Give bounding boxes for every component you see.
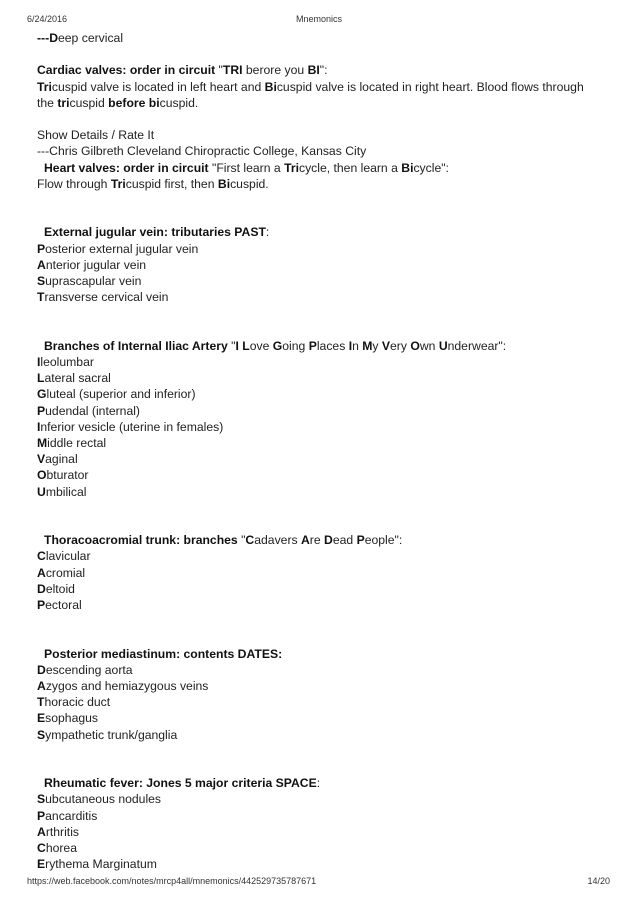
mnemonic-rest: ectoral <box>45 598 82 613</box>
title-mnemonic-letter: V <box>381 338 391 353</box>
title-text: nderwear": <box>447 338 507 353</box>
jugular-title-bold: External jugular vein: tributaries PAST <box>44 225 266 240</box>
mnemonic-letter: T <box>37 695 45 710</box>
thoraco-title-parts <box>238 533 403 547</box>
iliac-title-parts <box>228 339 506 353</box>
mnemonic-list-item <box>37 548 607 564</box>
mnemonic-list-item <box>37 791 607 807</box>
mnemonic-letter: V <box>37 452 46 467</box>
title-mnemonic-letter: I <box>235 338 239 353</box>
heart-title-t2: cycle, then learn a <box>298 160 402 175</box>
mnemonic-rest: zygos and hemiazygous veins <box>45 679 209 694</box>
mnemonic-rest: sophagus <box>45 711 98 726</box>
heart-line-b2: Bi <box>217 176 231 191</box>
heart-line-b1: Tri <box>110 176 126 191</box>
mnemonic-list-item <box>37 354 607 370</box>
heart-line-t1: Flow through <box>37 176 111 191</box>
top-prefix: --- <box>37 31 50 45</box>
mnemonic-list-item <box>37 241 607 257</box>
mnemonic-letter: G <box>37 387 47 402</box>
cardiac-l1-b1: Tri <box>37 79 52 94</box>
mnemonic-letter: A <box>37 824 46 839</box>
mediastinum-title <box>37 646 607 662</box>
mnemonic-list-item <box>37 727 607 743</box>
mnemonic-list-item <box>37 824 607 840</box>
title-mnemonic-letter: U <box>438 338 448 353</box>
mnemonic-letter: I <box>37 419 41 434</box>
heart-line <box>37 176 607 192</box>
iliac-section <box>37 338 607 500</box>
mnemonic-rest: ancarditis <box>45 808 98 823</box>
iliac-title-bold: Branches of Internal Iliac Artery <box>44 338 228 353</box>
mnemonic-letter: D <box>37 662 46 677</box>
title-text: y <box>372 338 382 353</box>
jugular-title-rest: : <box>265 225 270 240</box>
mnemonic-letter: L <box>37 371 45 386</box>
cardiac-title-q1: " <box>215 63 223 78</box>
heart-title-b1: Tri <box>284 160 299 175</box>
mnemonic-rest: iddle rectal <box>47 436 107 451</box>
cardiac-l2-t2: cuspid <box>69 95 109 110</box>
mnemonic-letter: P <box>37 808 46 823</box>
thoraco-list <box>37 548 607 613</box>
mnemonic-rest: ympathetic trunk/ganglia <box>45 727 178 742</box>
cardiac-l2-b1: tri <box>57 95 70 110</box>
mnemonic-rest: nterior jugular vein <box>45 257 147 272</box>
print-date: 6/24/2016 <box>27 14 68 24</box>
cardiac-l2-b2: before bi <box>108 95 160 110</box>
cardiac-line-2 <box>37 95 607 111</box>
mnemonic-rest: lavicular <box>45 549 91 564</box>
mnemonic-rest: leolumbar <box>40 355 94 369</box>
heart-line-t2: cuspid first, then <box>125 176 218 191</box>
mnemonic-list-item <box>37 257 607 273</box>
title-mnemonic-letter: P <box>356 533 365 548</box>
cardiac-l1-t1: cuspid valve is located in left heart and <box>51 79 265 94</box>
mnemonic-list-item <box>37 565 607 581</box>
thoraco-section <box>37 532 607 613</box>
mnemonic-list-item <box>37 386 607 402</box>
mnemonic-letter: C <box>37 841 46 856</box>
mnemonic-letter: P <box>37 403 46 418</box>
cardiac-title <box>37 62 607 78</box>
heart-section <box>37 160 607 192</box>
cardiac-l1-b2: Bi <box>264 79 277 94</box>
mnemonic-letter: I <box>37 355 41 369</box>
mnemonic-list-item <box>37 694 607 710</box>
mnemonic-list-item <box>37 840 607 856</box>
mnemonic-rest: uprascapular vein <box>45 274 142 288</box>
footer-url: https://web.facebook.com/notes/mrcp4all/mnemonics/442529735787671 <box>27 876 317 886</box>
cardiac-l1-t2: cuspid valve is located in right heart. Blood flows through <box>276 79 584 94</box>
rheumatic-section <box>37 775 607 872</box>
mnemonic-letter: P <box>37 241 46 256</box>
mnemonic-list-item <box>37 581 607 597</box>
top-line <box>37 30 607 46</box>
heart-title-q1: "First learn a <box>208 160 285 175</box>
title-text: ery <box>390 338 411 353</box>
cardiac-line-1 <box>37 79 607 95</box>
jugular-title <box>37 224 607 240</box>
title-text: re <box>309 533 325 548</box>
mnemonic-letter: T <box>37 290 45 305</box>
title-mnemonic-letter: G <box>272 338 283 353</box>
title-mnemonic-letter: O <box>410 338 420 353</box>
top-bold-letter: D <box>49 31 58 45</box>
iliac-list <box>37 354 607 500</box>
thoraco-title-bold: Thoracoacromial trunk: branches <box>44 533 238 548</box>
footer-page-number: 14/20 <box>587 876 610 886</box>
title-text: oing <box>282 338 309 353</box>
mnemonic-list-item <box>37 289 607 305</box>
iliac-title <box>37 338 607 354</box>
mnemonic-list-item <box>37 856 607 872</box>
title-mnemonic-letter: P <box>308 338 317 353</box>
thoraco-title <box>37 532 607 548</box>
mnemonic-letter: U <box>37 484 46 499</box>
cardiac-title-tri: TRI <box>222 63 243 78</box>
mnemonic-rest: escending aorta <box>45 662 133 677</box>
mnemonic-list-item <box>37 273 607 289</box>
mnemonic-list-item <box>37 467 607 483</box>
heart-title-t3: cycle": <box>413 160 449 175</box>
mnemonic-rest: nferior vesicle (uterine in females) <box>40 419 224 434</box>
mnemonic-list-item <box>37 597 607 613</box>
mediastinum-list <box>37 662 607 743</box>
mnemonic-letter: S <box>37 792 46 807</box>
mnemonic-list-item <box>37 678 607 694</box>
mediastinum-title-bold: Posterior mediastinum: contents DATES: <box>44 646 283 661</box>
mnemonic-rest: horea <box>45 841 77 856</box>
mnemonic-letter: E <box>37 711 46 726</box>
mnemonic-list-item <box>37 435 607 451</box>
top-rest: eep cervical <box>58 31 124 45</box>
mnemonic-rest: aginal <box>45 452 78 467</box>
mnemonic-list-item <box>37 419 607 435</box>
mnemonic-rest: ateral sacral <box>44 371 111 386</box>
mnemonic-rest: ransverse cervical vein <box>44 290 169 305</box>
title-mnemonic-letter: D <box>324 533 333 548</box>
cardiac-title-bold: Cardiac valves: order in circuit <box>37 63 216 78</box>
mnemonic-letter: A <box>37 565 46 580</box>
mnemonic-list-item <box>37 370 607 386</box>
rheumatic-title <box>37 775 607 791</box>
cardiac-l2-t1: the <box>37 95 58 110</box>
cardiac-section <box>37 62 607 111</box>
mnemonic-rest: horacic duct <box>44 695 111 710</box>
rheumatic-title-rest: : <box>316 776 321 791</box>
rheumatic-list <box>37 791 607 872</box>
heart-title-b2: Bi <box>401 160 414 175</box>
mnemonic-list-item <box>37 808 607 824</box>
mnemonic-letter: S <box>37 274 46 288</box>
jugular-list <box>37 241 607 306</box>
mnemonic-rest: luteal (superior and inferior) <box>46 387 196 402</box>
mnemonic-letter: P <box>37 598 46 613</box>
mnemonic-rest: mbilical <box>45 484 87 499</box>
title-mnemonic-letter: L <box>242 338 250 353</box>
mnemonic-rest: cromial <box>45 565 86 580</box>
title-text: adavers <box>254 533 301 548</box>
mnemonic-letter: O <box>37 468 47 483</box>
mnemonic-letter: D <box>37 581 46 596</box>
title-text: " <box>237 533 246 548</box>
mnemonic-rest: rythema Marginatum <box>45 857 157 872</box>
cardiac-title-bi: BI <box>307 63 320 78</box>
mnemonic-letter: S <box>37 727 46 742</box>
mnemonic-letter: E <box>37 857 46 872</box>
title-text: ove <box>249 338 273 353</box>
title-mnemonic-letter: A <box>300 533 310 548</box>
rheumatic-title-bold: Rheumatic fever: Jones 5 major criteria SPACE <box>44 776 317 791</box>
mnemonic-rest: rthritis <box>45 824 79 839</box>
mnemonic-letter: A <box>37 257 46 272</box>
title-mnemonic-letter: C <box>245 533 255 548</box>
mnemonic-list-item <box>37 662 607 678</box>
credit-line: ---Chris Gilbreth Cleveland Chiropractic College, Kansas City <box>37 144 367 159</box>
mnemonic-rest: osterior external jugular vein <box>45 241 199 256</box>
heart-title <box>37 160 607 176</box>
title-text: eople": <box>364 533 403 548</box>
cardiac-title-mid: berore you <box>242 63 308 78</box>
document-body <box>37 30 607 872</box>
title-mnemonic-letter: I <box>348 338 353 353</box>
mnemonic-letter: A <box>37 679 46 694</box>
mnemonic-list-item <box>37 484 607 500</box>
mnemonic-rest: udendal (internal) <box>45 403 140 418</box>
mnemonic-rest: bturator <box>46 468 89 483</box>
mnemonic-rest: eltoid <box>45 581 75 596</box>
mnemonic-rest: ubcutaneous nodules <box>45 792 162 807</box>
mnemonic-letter: M <box>37 436 48 451</box>
cardiac-title-q2: ": <box>319 63 328 78</box>
mnemonic-list-item <box>37 451 607 467</box>
cardiac-l2-t3: cuspid. <box>159 95 199 110</box>
title-text: " <box>227 338 236 353</box>
heart-title-bold: Heart valves: order in circuit <box>44 160 209 175</box>
show-details-link[interactable]: Show Details / Rate It <box>37 128 155 143</box>
mediastinum-section <box>37 646 607 743</box>
title-text: wn <box>419 338 439 353</box>
mnemonic-list-item <box>37 710 607 726</box>
print-title: Mnemonics <box>295 14 342 24</box>
mnemonic-letter: C <box>37 549 46 564</box>
jugular-section <box>37 224 607 305</box>
title-text: n <box>352 338 363 353</box>
heart-line-t3: cuspid. <box>230 176 269 191</box>
title-text: laces <box>316 338 349 353</box>
title-mnemonic-letter: M <box>362 338 373 353</box>
title-text: ead <box>332 533 357 548</box>
mnemonic-list-item <box>37 403 607 419</box>
